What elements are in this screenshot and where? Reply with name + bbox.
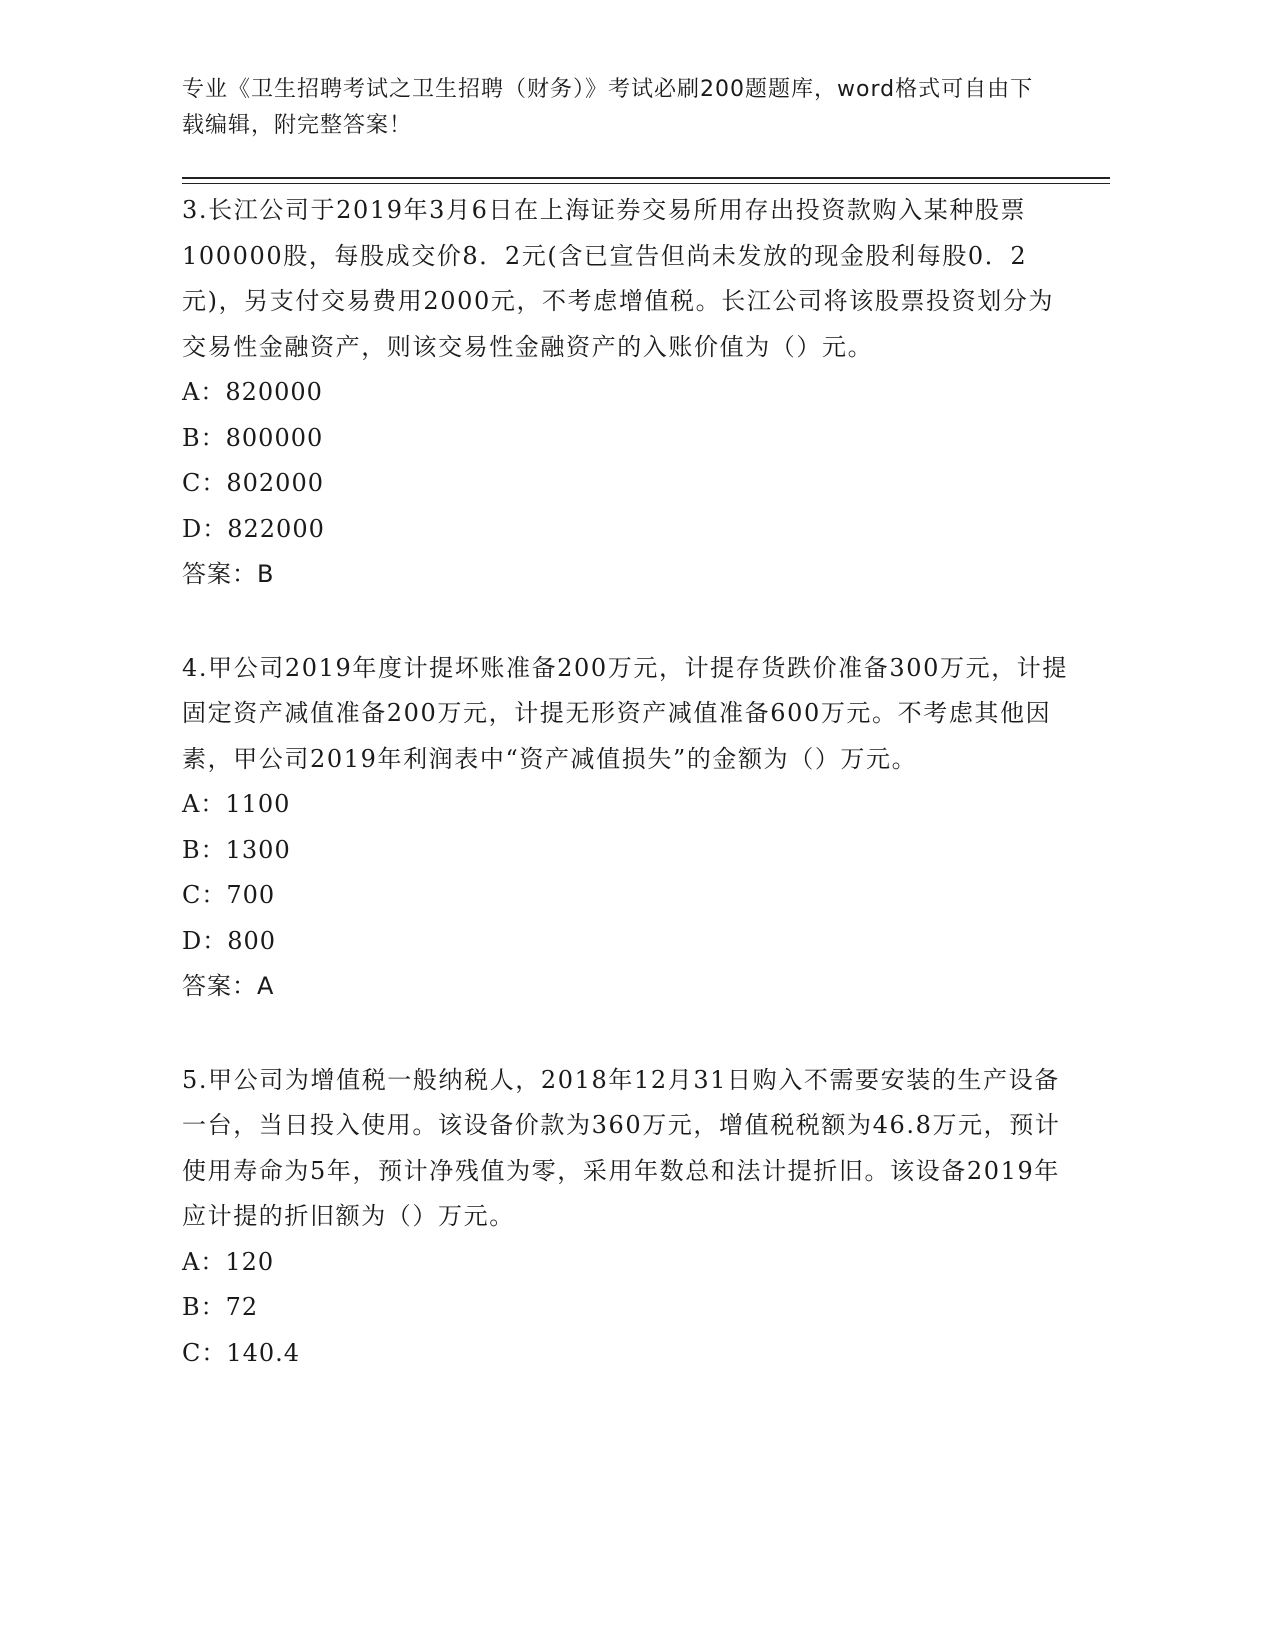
question-list: [182, 188, 1082, 1424]
option-a: A：820000: [182, 378, 323, 406]
question-text: 5.甲公司为增值税一般纳税人，2018年12月31日购入不需要安装的生产设备一台，当日投入使用。该设备价款为360万元，增值税税额为46.8万元，预计使用寿命为5年，预计净残值为零，采用年数总和法计提折旧。该设备2019年应计提的折旧额为（）万元。: [182, 1065, 1061, 1230]
option-b: B：72: [182, 1293, 259, 1321]
option-c: C：802000: [182, 469, 324, 497]
option-d: D：822000: [182, 514, 325, 543]
header-divider-thin: [182, 183, 1110, 184]
answer-label: 答案：A: [182, 972, 275, 1000]
option-b: B：1300: [182, 835, 291, 864]
option-c: C：140.4: [182, 1338, 301, 1367]
question-5: [182, 1058, 1082, 1377]
option-b: B：800000: [182, 423, 324, 452]
document-header: 专业《卫生招聘考试之卫生招聘（财务）》考试必刷200题题库，word格式可自由下载编辑，附完整答案！: [182, 77, 1034, 138]
option-a: A：1100: [182, 790, 291, 818]
question-3: [182, 188, 1082, 598]
header-divider-thick: [182, 177, 1110, 179]
option-c: C：700: [182, 881, 276, 909]
option-d: D：800: [182, 926, 277, 955]
question-4: [182, 646, 1082, 1010]
answer-label: 答案：B: [182, 560, 275, 588]
option-a: A：120: [182, 1247, 275, 1276]
question-text: 3.长江公司于2019年3月6日在上海证券交易所用存出投资款购入某种股票100000股，每股成交价8．2元(含已宣告但尚未发放的现金股利每股0．2元)，另支付交易费用2000元，不考虑增值税。长江公司将该股票投资划分为交易性金融资产，则该交易性金融资产的入账价值为（）元。: [182, 196, 1055, 361]
question-text: 4.甲公司2019年度计提坏账准备200万元，计提存货跌价准备300万元，计提固定资产减值准备200万元，计提无形资产减值准备600万元。不考虑其他因素，甲公司2019年利润表中“资产减值损失”的金额为（）万元。: [182, 653, 1068, 773]
